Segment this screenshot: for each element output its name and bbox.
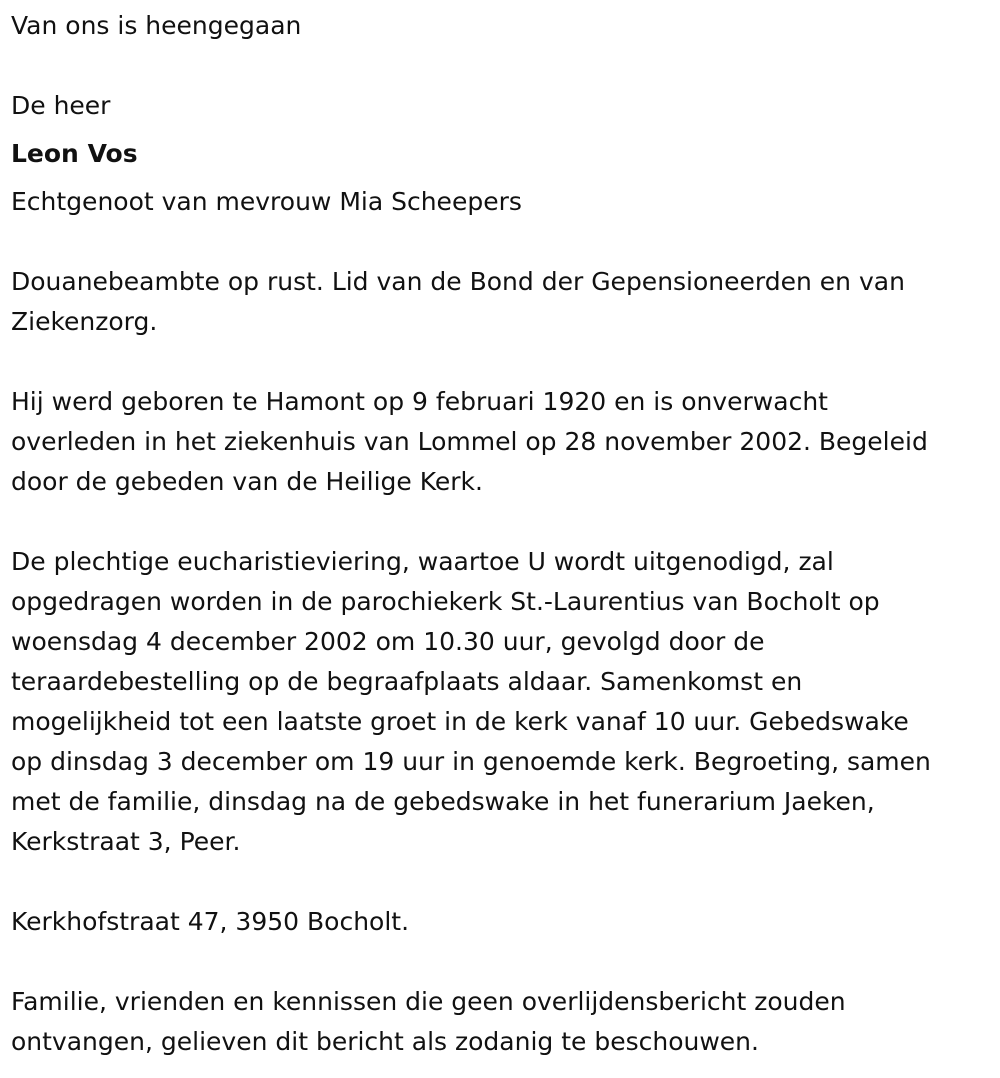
text-line: overleden in het ziekenhuis van Lommel op 28 november 2002. Begeleid	[11, 427, 928, 456]
text-line: mogelijkheid tot een laatste groet in de kerk vanaf 10 uur. Gebedswake	[11, 707, 909, 736]
text-line: Familie, vrienden en kennissen die geen overlijdensbericht zouden	[11, 987, 846, 1016]
text-line: met de familie, dinsdag na de gebedswake in het funerarium Jaeken,	[11, 787, 875, 816]
paragraph-address	[11, 902, 988, 942]
text-line: De plechtige eucharistieviering, waartoe U wordt uitgenodigd, zal	[11, 547, 834, 576]
paragraph-ceremony	[11, 542, 988, 862]
text-line: Kerkstraat 3, Peer.	[11, 827, 241, 856]
paragraph-occupation	[11, 262, 988, 342]
text-line: Hij werd geboren te Hamont op 9 februari 1920 en is onverwacht	[11, 387, 828, 416]
paragraph-closing	[11, 982, 988, 1062]
text-line: op dinsdag 3 december om 19 uur in genoemde kerk. Begroeting, samen	[11, 747, 931, 776]
deceased-name: Leon Vos	[11, 139, 138, 168]
text-line: teraardebestelling op de begraafplaats aldaar. Samenkomst en	[11, 667, 803, 696]
text-line: door de gebeden van de Heilige Kerk.	[11, 467, 483, 496]
intro-line: Van ons is heengegaan	[11, 11, 302, 40]
spouse-line: Echtgenoot van mevrouw Mia Scheepers	[11, 187, 522, 216]
text-line: woensdag 4 december 2002 om 10.30 uur, gevolgd door de	[11, 627, 765, 656]
text-line: Ziekenzorg.	[11, 307, 158, 336]
paragraph-birth-death	[11, 382, 988, 502]
text-line: Douanebeambte op rust. Lid van de Bond der Gepensioneerden en van	[11, 267, 905, 296]
address-line: Kerkhofstraat 47, 3950 Bocholt.	[11, 907, 410, 936]
salutation: De heer	[11, 91, 111, 120]
text-line: opgedragen worden in de parochiekerk St.-Laurentius van Bocholt op	[11, 587, 880, 616]
text-line: ontvangen, gelieven dit bericht als zodanig te beschouwen.	[11, 1027, 759, 1056]
